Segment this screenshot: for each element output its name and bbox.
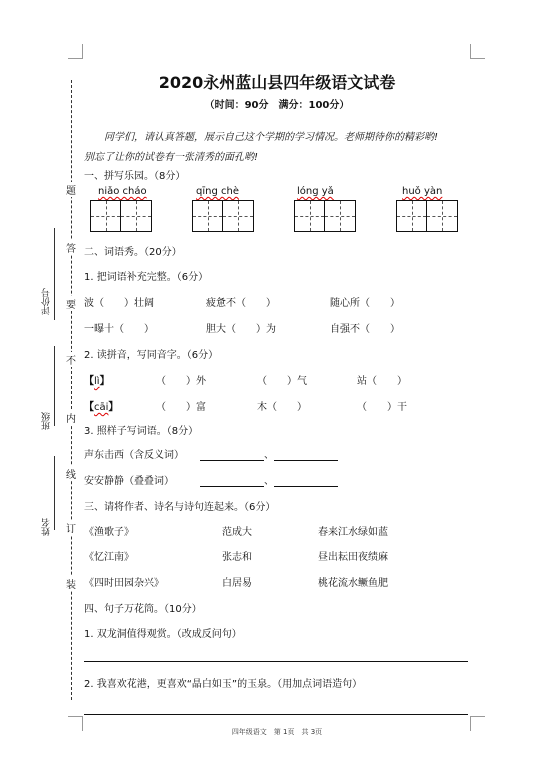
binding-char: 装 bbox=[65, 576, 77, 591]
crop-mark-top-left bbox=[68, 44, 83, 59]
homophone-fill-item[interactable]: 站（ ） bbox=[357, 376, 407, 387]
homophone-fill-item[interactable]: （ ）气 bbox=[257, 376, 307, 387]
question-4-2: 2. 我喜欢花港，更喜欢“晶白如玉”的玉泉。（用加点词语造句） bbox=[84, 679, 363, 690]
idiom-fill-item[interactable]: 随心所（ ） bbox=[330, 298, 400, 309]
bracket-close: 】 bbox=[108, 402, 119, 413]
poet-name[interactable]: 白居易 bbox=[222, 578, 252, 589]
name-label: 姓名 bbox=[42, 518, 52, 536]
separator: 、 bbox=[264, 450, 274, 461]
writing-cell[interactable] bbox=[325, 201, 355, 231]
idiom-fill-item[interactable]: 自强不（ ） bbox=[330, 324, 400, 335]
page-footer: 四年级语文 第 1页 共 3页 bbox=[231, 728, 323, 736]
question-2-2-label: 2. 读拼音，写同音字。（6分） bbox=[84, 350, 219, 361]
word-example: 安安静静（叠叠词） bbox=[84, 476, 174, 487]
homophone-pinyin: cāi bbox=[94, 402, 109, 413]
question-2-3-label: 3. 照样子写词语。（8分） bbox=[84, 426, 199, 437]
binding-char: 题 bbox=[65, 182, 77, 197]
class-label: 班级 bbox=[42, 412, 52, 430]
poem-line[interactable]: 春来江水绿如蓝 bbox=[318, 527, 388, 538]
binding-char: 订 bbox=[65, 520, 77, 535]
binding-fill-line bbox=[54, 456, 55, 530]
writing-cell[interactable] bbox=[397, 201, 427, 231]
poem-line[interactable]: 桃花流水鳜鱼肥 bbox=[318, 578, 388, 589]
writing-boxes[interactable] bbox=[396, 200, 458, 232]
separator: 、 bbox=[264, 476, 274, 487]
exam-subtitle: （时间：90分 满分：100分） bbox=[204, 100, 350, 111]
intro-line-1: 同学们，请认真答题，展示自己这个学期的学习情况。老师期待你的精彩哟! bbox=[104, 132, 439, 143]
writing-cell[interactable] bbox=[121, 201, 151, 231]
section-4-heading: 四、句子万花筒。（10分） bbox=[84, 604, 202, 615]
word-example: 声东击西（含反义词） bbox=[84, 450, 184, 461]
idiom-fill-item[interactable]: 疲惫不（ ） bbox=[206, 298, 276, 309]
answer-blank-pair[interactable] bbox=[200, 472, 338, 487]
homophone-fill-item[interactable]: 木（ ） bbox=[257, 402, 307, 413]
homophone-prompt bbox=[84, 398, 118, 413]
question-4-1: 1. 双龙洞值得观赏。（改成反问句） bbox=[84, 629, 242, 640]
homophone-fill-item[interactable]: （ ）富 bbox=[156, 402, 206, 413]
writing-cell[interactable] bbox=[427, 201, 457, 231]
homophone-prompt bbox=[84, 372, 110, 387]
binding-fill-line bbox=[54, 346, 55, 426]
poem-line[interactable]: 昼出耘田夜绩麻 bbox=[318, 552, 388, 563]
homophone-pinyin: lì bbox=[94, 376, 100, 387]
homophone-fill-item[interactable]: （ ）外 bbox=[156, 376, 206, 387]
section-1-heading: 一、拼写乐园。（8分） bbox=[84, 171, 186, 182]
binding-fill-line bbox=[54, 228, 55, 320]
pinyin-label: huǒ yàn bbox=[402, 186, 443, 197]
binding-char: 答 bbox=[65, 240, 77, 255]
writing-boxes[interactable] bbox=[90, 200, 152, 232]
binding-char: 要 bbox=[65, 296, 77, 311]
idiom-fill-item[interactable]: 胆大（ ）为 bbox=[206, 324, 276, 335]
answer-line[interactable] bbox=[84, 661, 468, 662]
homophone-fill-item[interactable]: （ ）干 bbox=[357, 402, 407, 413]
pinyin-label: niǎo cháo bbox=[98, 186, 147, 197]
writing-boxes[interactable] bbox=[294, 200, 356, 232]
binding-char: 内 bbox=[65, 410, 77, 425]
writing-cell[interactable] bbox=[193, 201, 223, 231]
bracket-close: 】 bbox=[99, 376, 110, 387]
evaluation-number-label: 评价号 bbox=[42, 288, 52, 315]
answer-blank-pair[interactable] bbox=[200, 446, 338, 461]
pinyin-label: lóng yǎ bbox=[297, 186, 334, 197]
idiom-fill-item[interactable]: 一曝十（ ） bbox=[84, 324, 154, 335]
writing-cell[interactable] bbox=[91, 201, 121, 231]
section-2-heading: 二、词语秀。（20分） bbox=[84, 247, 182, 258]
writing-cell[interactable] bbox=[223, 201, 253, 231]
answer-blank[interactable] bbox=[200, 450, 264, 461]
poem-title[interactable]: 《四时田园杂兴》 bbox=[84, 578, 164, 589]
binding-dashed-line bbox=[71, 80, 72, 700]
bracket-open: 【 bbox=[84, 376, 94, 387]
section-3-heading: 三、请将作者、诗名与诗句连起来。（6分） bbox=[84, 502, 276, 513]
crop-mark-top-right bbox=[470, 44, 485, 59]
intro-line-2: 别忘了让你的试卷有一张清秀的面孔哟! bbox=[84, 152, 259, 163]
answer-blank[interactable] bbox=[274, 476, 338, 487]
bracket-open: 【 bbox=[84, 402, 94, 413]
poet-name[interactable]: 范成大 bbox=[222, 527, 252, 538]
writing-cell[interactable] bbox=[295, 201, 325, 231]
idiom-fill-item[interactable]: 波（ ）壮阔 bbox=[84, 298, 154, 309]
binding-char: 不 bbox=[65, 352, 77, 367]
answer-blank[interactable] bbox=[200, 476, 264, 487]
binding-char: 线 bbox=[65, 466, 77, 481]
question-2-1-label: 1. 把词语补充完整。（6分） bbox=[84, 272, 209, 283]
poet-name[interactable]: 张志和 bbox=[222, 552, 252, 563]
poem-title[interactable]: 《渔歌子》 bbox=[84, 527, 134, 538]
exam-title: 2020永州蓝山县四年级语文试卷 bbox=[158, 73, 396, 92]
poem-title[interactable]: 《忆江南》 bbox=[84, 552, 134, 563]
writing-boxes[interactable] bbox=[192, 200, 254, 232]
pinyin-label: qīng chè bbox=[196, 186, 239, 197]
answer-blank[interactable] bbox=[274, 450, 338, 461]
answer-line[interactable] bbox=[84, 714, 468, 715]
